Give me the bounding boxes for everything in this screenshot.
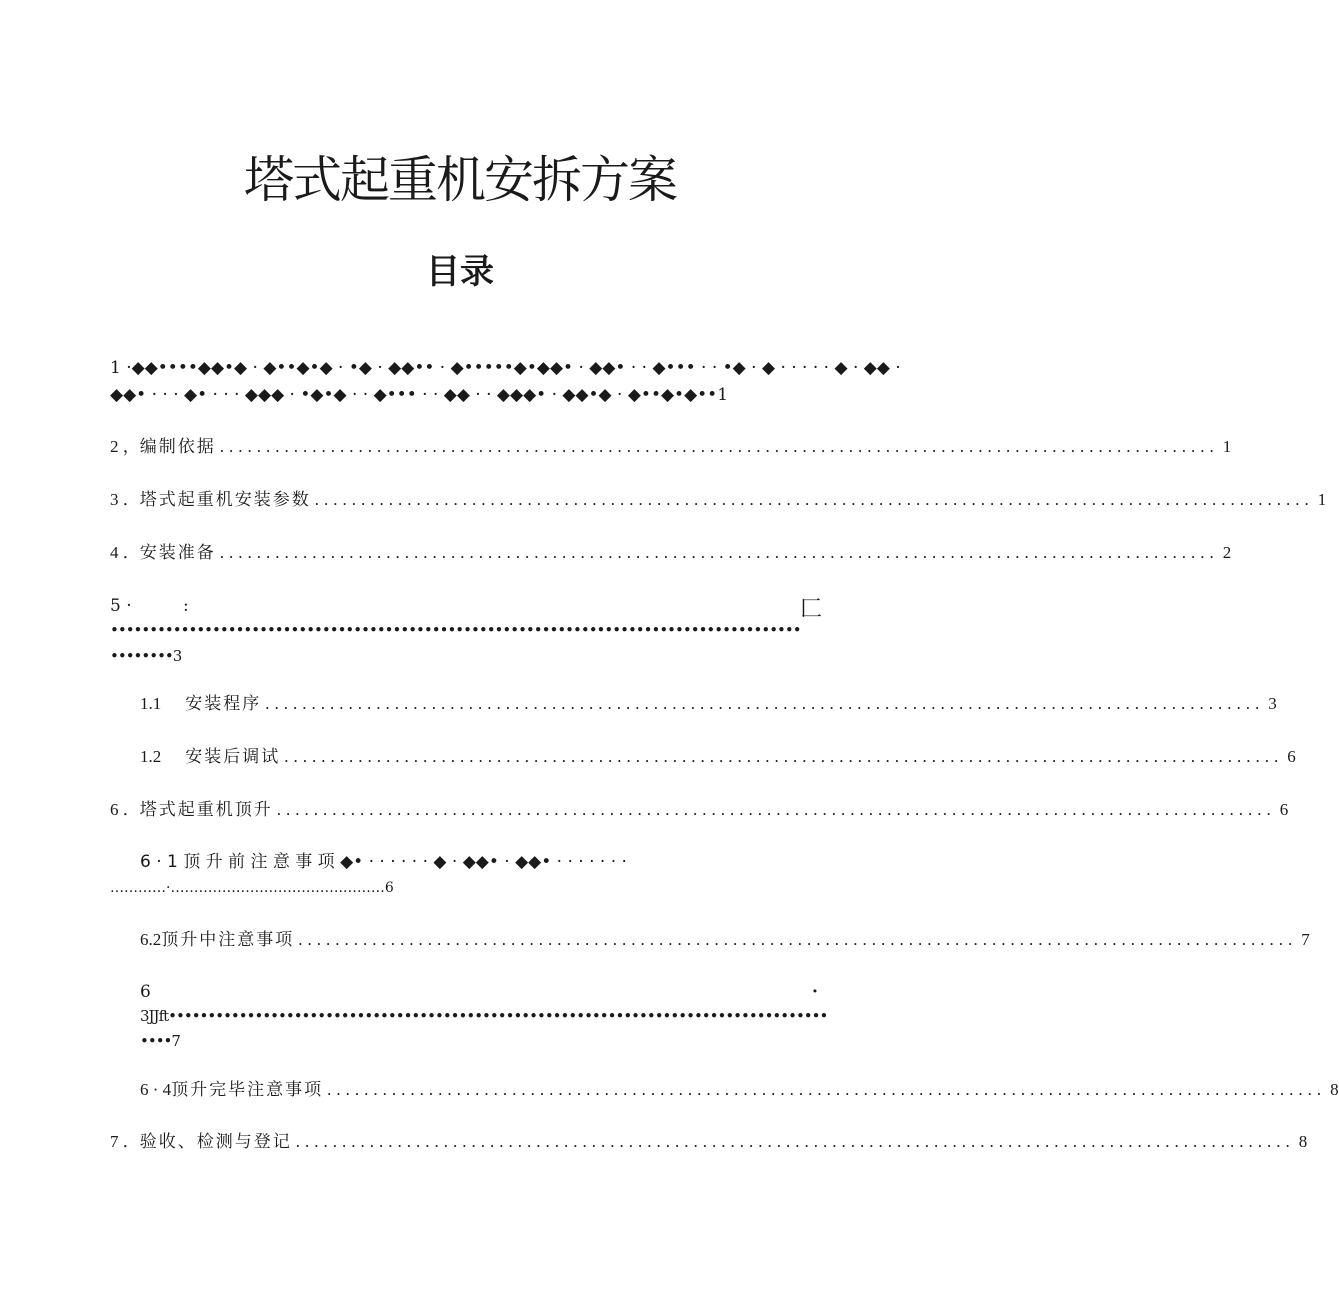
toc-entry-number: 1.2 [140,747,162,766]
toc-leader-dots: ............................................................................................................ [284,747,1284,766]
toc-page-number: 1 [1222,437,1232,456]
toc-entry-label: 安装准备 [139,543,216,563]
toc-entry-6-3-line-2: 3JJft•••••••••••••••••••••••••••••••••••••••••••••••••••••••••••••••••••••••••••••••••••• [140,1007,828,1025]
toc-leader-dots: ............................................................................................................ [276,800,1276,819]
toc-entry-5-line-3: ••••••••3 [110,647,182,665]
toc-entry-5-colon: : [183,596,189,616]
toc-entry-6-3-line-1[interactable]: 6 [140,982,151,1002]
toc-entry-number: 6 · 4 [140,1080,172,1099]
toc-heading: 目录 [426,252,494,292]
toc-entry-label: 顶升中注意事项 [161,930,295,950]
toc-leader-dots: ............................................................................................................ [219,543,1219,562]
toc-entry-5-line-1[interactable]: 5 · [110,596,132,616]
toc-page-number: 2 [1222,543,1232,562]
toc-entry-label: 安装程序 [185,694,262,714]
toc-page-number: 8 [1330,1080,1339,1099]
toc-leader-dots: ............................................................................................................ [295,1132,1295,1151]
toc-leader-dots: ............................................................................................................ [219,437,1219,456]
toc-entry-label: 塔式起重机顶升 [139,800,273,820]
toc-entry-2[interactable] [110,437,1232,457]
toc-entry-6[interactable] [110,800,1289,820]
toc-leader-dots: ............................................................................................................ [314,490,1314,509]
toc-entry-6-3-line-3: ••••7 [140,1032,180,1050]
toc-entry-6-4[interactable] [140,1080,1339,1100]
toc-entry-number: 3 ． [110,490,140,509]
toc-entry-label: 安装后调试 [185,747,281,767]
toc-entry-label: 塔式起重机安装参数 [139,490,311,510]
toc-entry-7[interactable] [110,1132,1308,1152]
toc-leader-dots: ............................................................................................................ [327,1080,1327,1099]
toc-page-number: 8 [1298,1132,1308,1151]
toc-page-number: 3 [1268,694,1277,713]
toc-page-number: 1 [1317,490,1327,509]
toc-leader-dots: ............................................................................................................ [265,694,1265,713]
toc-entry-4[interactable] [110,543,1232,563]
toc-entry-6-2[interactable] [140,930,1310,950]
toc-entry-3[interactable] [110,490,1327,510]
toc-entry-label: 编制依据 [139,437,216,457]
toc-entry-6-1-line-2: …………·……………………………….………6 [110,880,394,896]
toc-entry-1-2[interactable] [140,747,1296,767]
document-title: 塔式起重机安拆方案 [244,151,676,209]
toc-entry-label: 验收、检测与登记 [139,1132,292,1152]
toc-entry-number: 4 ． [110,543,140,562]
toc-entry-number: 2 ， [110,437,140,456]
toc-page-number: 6 [1287,747,1296,766]
toc-leader-dots: ............................................................................................................ [298,930,1298,949]
toc-entry-number: 7 ． [110,1132,140,1151]
toc-entry-number: 6.2 [140,930,162,949]
toc-entry-1-1[interactable] [140,694,1277,714]
toc-entry-number: 1.1 [140,694,162,713]
toc-entry-5-line-2: •••••••••••••••••••••••••••••••••••••••••••••••••••••••••••••••••••••••••••••••••••••••• [110,621,801,639]
toc-entry-6-1-line-1[interactable]: 6 · 1 顶 升 前 注 意 事 项 ◆• · · · · · · ◆ · ◆◆• · ◆◆• · · · · · · · [140,852,627,872]
toc-page-number: 7 [1301,930,1310,949]
toc-entry-1-line-1[interactable]: 1 ·◆◆••••◆◆•◆ · ◆••◆•◆ · •◆ · ◆◆•• · ◆•••••◆•◆◆• · ◆◆• · · ◆••• · · •◆ · ◆ · · · · · ◆ · ◆◆ · [110,358,901,378]
toc-entry-number: 6 ． [110,800,140,819]
toc-entry-6-3-dot: · [812,982,818,1002]
toc-entry-label: 顶升完毕注意事项 [171,1080,324,1100]
toc-entry-1-line-2[interactable]: ◆◆• · · · ◆• · · · ◆◆◆ · •◆•◆ · · ◆••• · · ◆◆ · · ◆◆◆• · ◆◆•◆ · ◆••◆•◆••1 [110,385,729,405]
toc-entry-5-glyph: 匚 [800,597,823,622]
toc-page-number: 6 [1279,800,1289,819]
